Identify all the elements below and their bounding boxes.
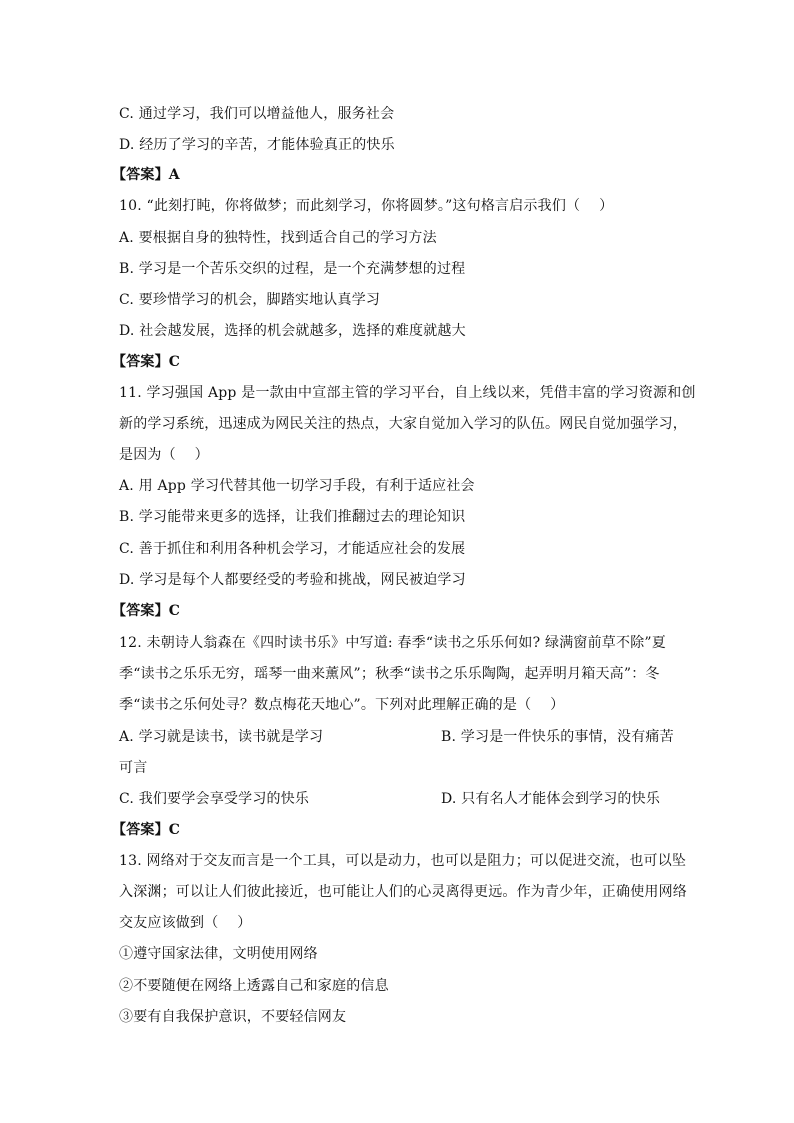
q10-option-d: D. 社会越发展，选择的机会就越多，选择的难度就越大 — [119, 323, 466, 339]
q12-option-b: B. 学习是一件快乐的事情，没有痛苦 — [441, 729, 674, 745]
q13-item-3: ③要有自我保护意识，不要轻信网友 — [119, 1009, 347, 1025]
q11-option-a: A. 用 App 学习代替其他一切学习手段，有利于适应社会 — [119, 478, 475, 494]
q11-answer: 【答案】C — [112, 603, 181, 619]
q12-option-a: A. 学习就是读书，读书就是学习 — [119, 729, 324, 745]
q12-option-c: C. 我们要学会享受学习的快乐 — [119, 791, 310, 807]
q13-stem-line-3: 交友应该做到（ ） — [119, 915, 252, 931]
q12-stem-line-2: 季“读书之乐乐无穷，瑶琴一曲来薰风”；秋季“读书之乐乐陶陶，起弄明月箱天高”：冬 — [119, 666, 660, 682]
q12-option-d: D. 只有名人才能体会到学习的快乐 — [441, 791, 661, 807]
q11-option-d: D. 学习是每个人都要经受的考验和挑战，网民被迫学习 — [119, 572, 466, 588]
q11-stem-line-3: 是因为（ ） — [119, 447, 209, 463]
q13-stem-line-2: 入深渊；可以让人们彼此接近，也可能让人们的心灵离得更远。作为青少年，正确使用网络 — [119, 884, 687, 900]
q9-answer: 【答案】A — [112, 167, 180, 183]
q11-stem-line-1: 11. 学习强国 App 是一款由中宣部主管的学习平台，自上线以来，凭借丰富的学习资源和创 — [119, 385, 696, 401]
q9-option-d: D. 经历了学习的辛苦，才能体验真正的快乐 — [119, 137, 395, 153]
q10-option-a: A. 要根据自身的独特性，找到适合自己的学习方法 — [119, 230, 437, 246]
q12-stem-line-1: 12. 未朝诗人翁森在《四时读书乐》中写道: 春季“读书之乐乐何如? 绿满窗前草不除”夏 — [119, 635, 666, 651]
q12-answer: 【答案】C — [112, 822, 181, 838]
q10-answer: 【答案】C — [112, 354, 181, 370]
q13-stem-line-1: 13. 网络对于交友而言是一个工具，可以是动力，也可以是阻力；可以促进交流，也可以坠 — [119, 853, 687, 869]
q10-stem: 10. “此刻打盹，你将做梦；而此刻学习，你将圆梦。”这句格言启示我们（ ） — [119, 198, 614, 214]
q9-option-c: C. 通过学习，我们可以增益他人，服务社会 — [119, 106, 395, 122]
q10-option-c: C. 要珍惜学习的机会，脚踏实地认真学习 — [119, 292, 381, 308]
q12-stem-line-3: 季“读书之乐何处寻？数点梅花天地心”。下列对此理解正确的是（ ） — [119, 697, 565, 713]
q11-option-b: B. 学习能带来更多的选择，让我们推翻过去的理论知识 — [119, 509, 466, 525]
q10-option-b: B. 学习是一个苦乐交织的过程，是一个充满梦想的过程 — [119, 261, 466, 277]
q13-item-2: ②不要随便在网络上透露自己和家庭的信息 — [119, 978, 389, 994]
q13-item-1: ①遵守国家法律，文明使用网络 — [119, 946, 318, 962]
q11-option-c: C. 善于抓住和利用各种机会学习，才能适应社会的发展 — [119, 541, 466, 557]
q12-option-b-continued: 可言 — [119, 760, 148, 776]
q11-stem-line-2: 新的学习系统，迅速成为网民关注的热点，大家自觉加入学习的队伍。网民自觉加强学习， — [119, 416, 687, 432]
